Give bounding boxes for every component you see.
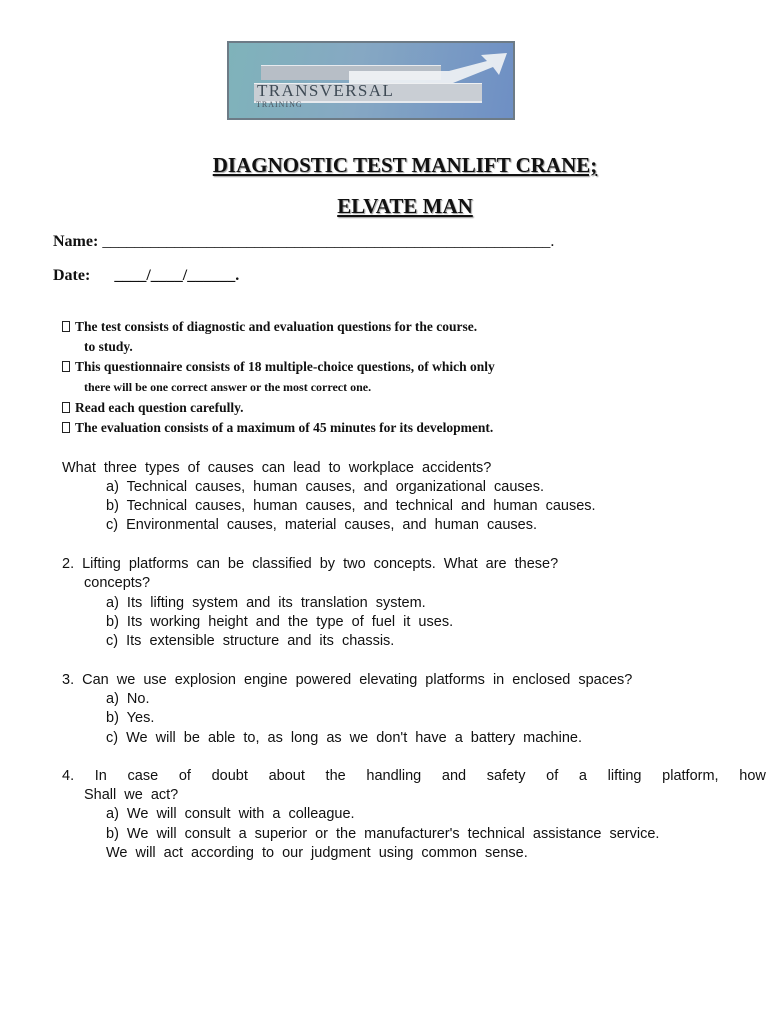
- question-4-option-c[interactable]: We will act according to our judgment using common sense.: [106, 845, 528, 861]
- q4-word: platform,: [662, 768, 719, 784]
- q4-word: about: [268, 768, 305, 784]
- question-4-option-b[interactable]: b) We will consult a superior or the manufacturer's technical assistance service.: [106, 826, 660, 842]
- instruction-item: [62, 357, 495, 377]
- document-subtitle: ELVATE MAN: [337, 194, 473, 218]
- question-2-text: 2. Lifting platforms can be classified by two concepts. What are these?: [62, 556, 559, 572]
- q4-word: case: [127, 768, 159, 784]
- q4-word: In: [94, 768, 107, 784]
- instruction-item: [62, 317, 477, 337]
- name-label: Name:: [53, 233, 99, 250]
- transversal-logo: [227, 41, 515, 120]
- question-1-option-b[interactable]: b) Technical causes, human causes, and technical and human causes.: [106, 498, 596, 514]
- q4-word: and: [441, 768, 467, 784]
- instruction-item: [62, 418, 493, 438]
- logo-wordmark: TRANSVERSAL: [257, 81, 395, 100]
- q4-word: how: [739, 768, 766, 784]
- question-4-text: [62, 768, 766, 784]
- question-2-option-c[interactable]: c) Its extensible structure and its chassis.: [106, 633, 395, 649]
- q4-word: of: [178, 768, 191, 784]
- instruction-text: The evaluation consists of a maximum of 45 minutes for its development.: [75, 420, 494, 435]
- logo-subtext: TRAINING: [256, 100, 303, 109]
- q4-word: the: [325, 768, 346, 784]
- q4-word: 4.: [62, 768, 75, 784]
- instruction-text: The test consists of diagnostic and evaluation questions for the course.: [75, 319, 478, 334]
- question-3-option-c[interactable]: c) We will be able to, as long as we don't have a battery machine.: [106, 730, 583, 746]
- instruction-continuation: there will be one correct answer or the most correct one.: [84, 380, 372, 394]
- instruction-item: [62, 398, 244, 418]
- name-field[interactable]: [53, 233, 554, 251]
- question-4-option-a[interactable]: a) We will consult with a colleague.: [106, 806, 355, 822]
- q4-word: doubt: [211, 768, 248, 784]
- checkbox-bullet-icon: [62, 361, 70, 372]
- q4-word: of: [546, 768, 559, 784]
- question-3-text: 3. Can we use explosion engine powered elevating platforms in enclosed spaces?: [62, 672, 633, 688]
- checkbox-bullet-icon: [62, 402, 70, 413]
- question-2-option-b[interactable]: b) Its working height and the type of fuel it uses.: [106, 614, 454, 630]
- question-2-text-continued: concepts?: [84, 575, 151, 591]
- instruction-text: This questionnaire consists of 18 multiple-choice questions, of which only: [75, 359, 495, 374]
- checkbox-bullet-icon: [62, 422, 70, 433]
- checkbox-bullet-icon: [62, 321, 70, 332]
- question-1-option-c[interactable]: c) Environmental causes, material causes, and human causes.: [106, 517, 537, 533]
- question-1-option-a[interactable]: a) Technical causes, human causes, and organizational causes.: [106, 479, 545, 495]
- date-label: Date:: [53, 267, 91, 284]
- question-1-text: What three types of causes can lead to workplace accidents?: [62, 460, 492, 476]
- q4-word: handling: [366, 768, 422, 784]
- instruction-text: Read each question carefully.: [75, 400, 244, 415]
- date-blank[interactable]: ____/____/______.: [114, 267, 240, 284]
- name-blank[interactable]: ________________________________________________________.: [102, 233, 555, 250]
- q4-word: safety: [486, 768, 526, 784]
- question-4-text-continued: Shall we act?: [84, 787, 179, 803]
- question-2-option-a[interactable]: a) Its lifting system and its translation system.: [106, 595, 426, 611]
- q4-word: lifting: [607, 768, 642, 784]
- instruction-continuation: to study.: [84, 339, 133, 354]
- question-3-option-b[interactable]: b) Yes.: [106, 710, 155, 726]
- date-field[interactable]: [53, 267, 239, 285]
- document-title: DIAGNOSTIC TEST MANLIFT CRANE;: [212, 153, 598, 177]
- q4-word: a: [578, 768, 587, 784]
- question-3-option-a[interactable]: a) No.: [106, 691, 150, 707]
